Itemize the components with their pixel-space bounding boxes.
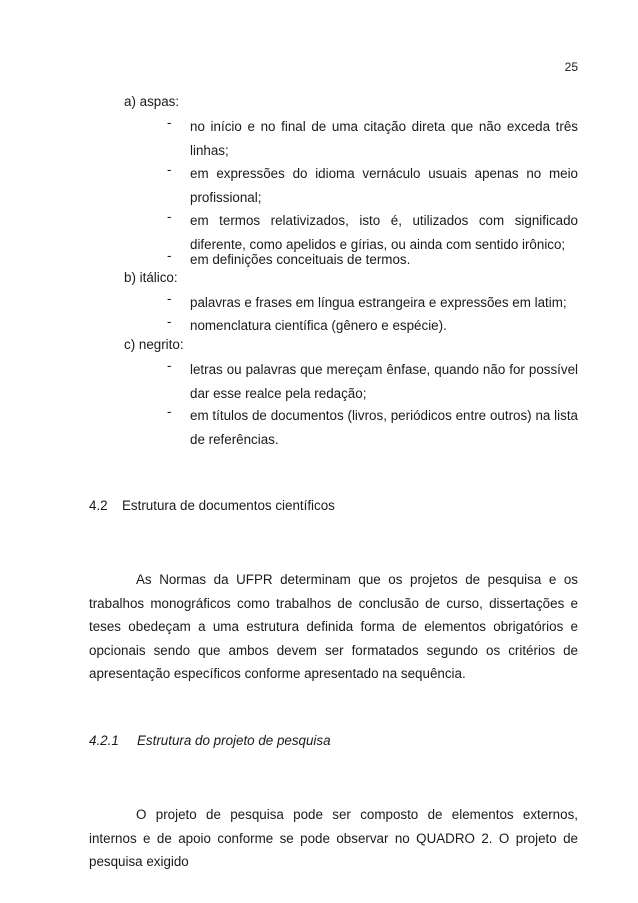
bullet-dash: - [167,314,172,329]
subsection-title: Estrutura do projeto de pesquisa [137,733,331,748]
bullet-dash: - [167,358,172,373]
list-item-text: letras ou palavras que mereçam ênfase, quando não for possível dar esse realce pela redação; [190,362,578,401]
subsection-paragraph: O projeto de pesquisa pode ser composto de elementos externos, internos e de apoio conforme se pode observar no QUADRO 2. O projeto de pesquisa exigido [89,807,578,870]
list-item-text: nomenclatura científica (gênero e espécie). [190,318,447,333]
list-label-italico: b) itálico: [124,270,178,285]
bullet-dash: - [167,209,172,224]
list-label-aspas: a) aspas: [124,94,180,109]
page-number: 25 [564,60,578,74]
list-label-negrito: c) negrito: [124,337,184,352]
bullet-dash: - [167,291,172,306]
bullet-dash: - [167,404,172,419]
list-item-text: em definições conceituais de termos. [190,252,411,267]
section-paragraph: As Normas da UFPR determinam que os projetos de pesquisa e os trabalhos monográficos como trabalhos de conclusão de curso, dissertações e teses obedeçam a uma estrutura definida forma de elementos obrigatórios e opcionais sendo que ambos devem ser formatados segundo os critérios de apresentação específicos conforme apresentado na sequência. [89,572,578,682]
subsection-number: 4.2.1 [89,733,119,748]
list-item-text: palavras e frases em língua estrangeira e expressões em latim; [190,295,567,310]
bullet-dash: - [167,115,172,130]
list-item-text: em títulos de documentos (livros, periódicos entre outros) na lista de referências. [190,408,578,447]
section-number: 4.2 [89,498,108,513]
list-item-text: no início e no final de uma citação direta que não exceda três linhas; [190,119,578,158]
subsection-heading [89,733,331,748]
list-item-text: em termos relativizados, isto é, utilizados com significado diferente, como apelidos e gírias, ou ainda com sentido irônico; [190,213,578,252]
section-title: Estrutura de documentos científicos [122,498,335,513]
list-item-text: em expressões do idioma vernáculo usuais apenas no meio profissional; [190,166,578,205]
bullet-dash: - [167,248,172,263]
section-heading [89,498,335,513]
bullet-dash: - [167,162,172,177]
